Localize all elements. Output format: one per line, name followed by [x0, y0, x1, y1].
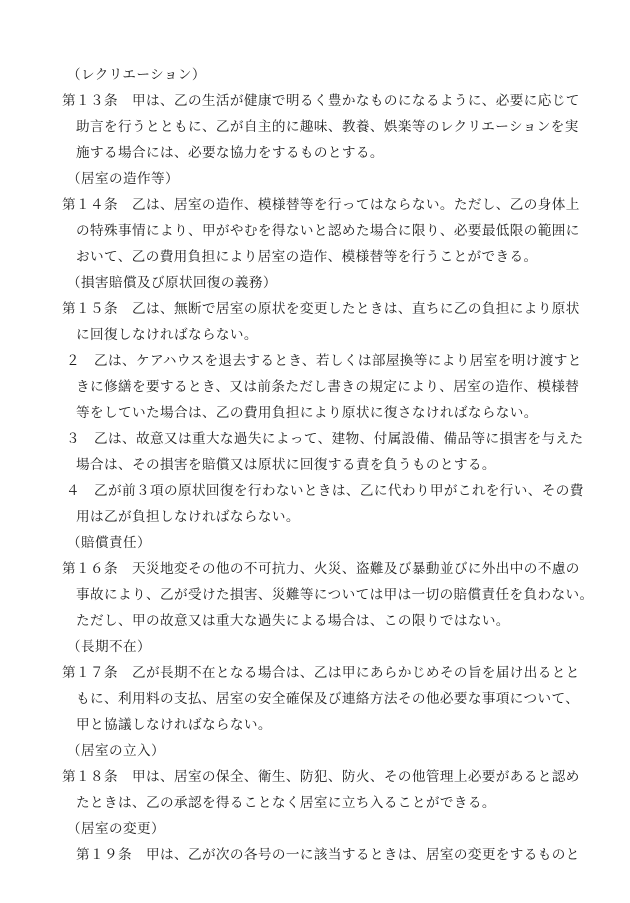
article-15-para4-line-2: 用は乙が負担しなければならない。 — [76, 509, 300, 525]
article-15-para3-line-1: ３ 乙は、故意又は重大な過失によって、建物、付属設備、備品等に損害を与えた — [66, 431, 584, 447]
article-18-line-2: たときは、乙の承認を得ることなく居室に立ち入ることができる。 — [76, 795, 496, 811]
article-13-line-2: 助言を行うとともに、乙が自主的に趣味、教養、娯楽等のレクリエーションを実 — [76, 119, 579, 135]
article-15-para4-line-1: ４ 乙が前３項の原状回復を行わないときは、乙に代わり甲がこれを行い、その費 — [66, 483, 584, 499]
article-15-para2-line-2: きに修繕を要するとき、又は前条ただし書きの規定により、居室の造作、模様替 — [76, 379, 580, 395]
article-14-line-1: 第１４条 乙は、居室の造作、模様替等を行ってはならない。ただし、乙の身体上 — [62, 197, 580, 213]
article-16-line-3: ただし、甲の故意又は重大な過失による場合は、この限りではない。 — [76, 613, 510, 629]
article-13-heading: （レクリエーション） — [67, 67, 206, 83]
article-13-line-1: 第１３条 甲は、乙の生活が健康で明るく豊かなものになるように、必要に応じて — [62, 93, 580, 109]
article-15-para2-line-1: ２ 乙は、ケアハウスを退去するとき、若しくは部屋換等により居室を明け渡すと — [66, 353, 582, 369]
article-15-para2-line-3: 等をしていた場合は、乙の費用負担により原状に復さなければならない。 — [76, 405, 538, 421]
article-13-line-3: 施する場合には、必要な協力をするものとする。 — [76, 145, 384, 161]
article-14-line-3: おいて、乙の費用負担により居室の造作、模様替等を行うことができる。 — [76, 249, 538, 265]
article-15-para3-line-2: 場合は、その損害を賠償又は原状に回復する責を負うものとする。 — [76, 457, 496, 473]
article-17-line-1: 第１７条 乙が長期不在となる場合は、乙は甲にあらかじめその旨を届け出るとと — [62, 665, 580, 681]
article-16-line-1: 第１６条 天災地変その他の不可抗力、火災、盗難及び暴動並びに外出中の不慮の — [62, 561, 580, 577]
document-page — [0, 62, 630, 868]
article-15-line-1: 第１５条 乙は、無断で居室の原状を変更したときは、直ちに乙の負担により原状 — [62, 301, 580, 317]
article-14-line-2: の特殊事情により、甲がやむを得ないと認めた場合に限り、必要最低限の範囲に — [76, 223, 580, 239]
article-19-heading: （居室の変更） — [67, 821, 165, 837]
article-15-line-2: に回復しなければならない。 — [76, 327, 258, 343]
article-17-line-2: もに、利用料の支払、居室の安全確保及び連絡方法その他必要な事項について、 — [76, 691, 580, 707]
article-16-line-2: 事故により、乙が受けた損害、災難等については甲は一切の賠償責任を負わない。 — [76, 587, 594, 603]
article-17-line-3: 甲と協議しなければならない。 — [76, 717, 272, 733]
article-14-heading: （居室の造作等） — [67, 171, 179, 187]
article-19-line-1: 第１９条 甲は、乙が次の各号の一に該当するときは、居室の変更をするものと — [76, 847, 580, 863]
article-17-heading: （長期不在） — [67, 639, 151, 655]
article-15-heading: （損害賠償及び原状回復の義務） — [67, 275, 277, 291]
article-16-heading: （賠償責任） — [67, 535, 151, 551]
article-18-line-1: 第１８条 甲は、居室の保全、衛生、防犯、防火、その他管理上必要があると認め — [62, 769, 580, 785]
article-18-heading: （居室の立入） — [67, 743, 165, 759]
